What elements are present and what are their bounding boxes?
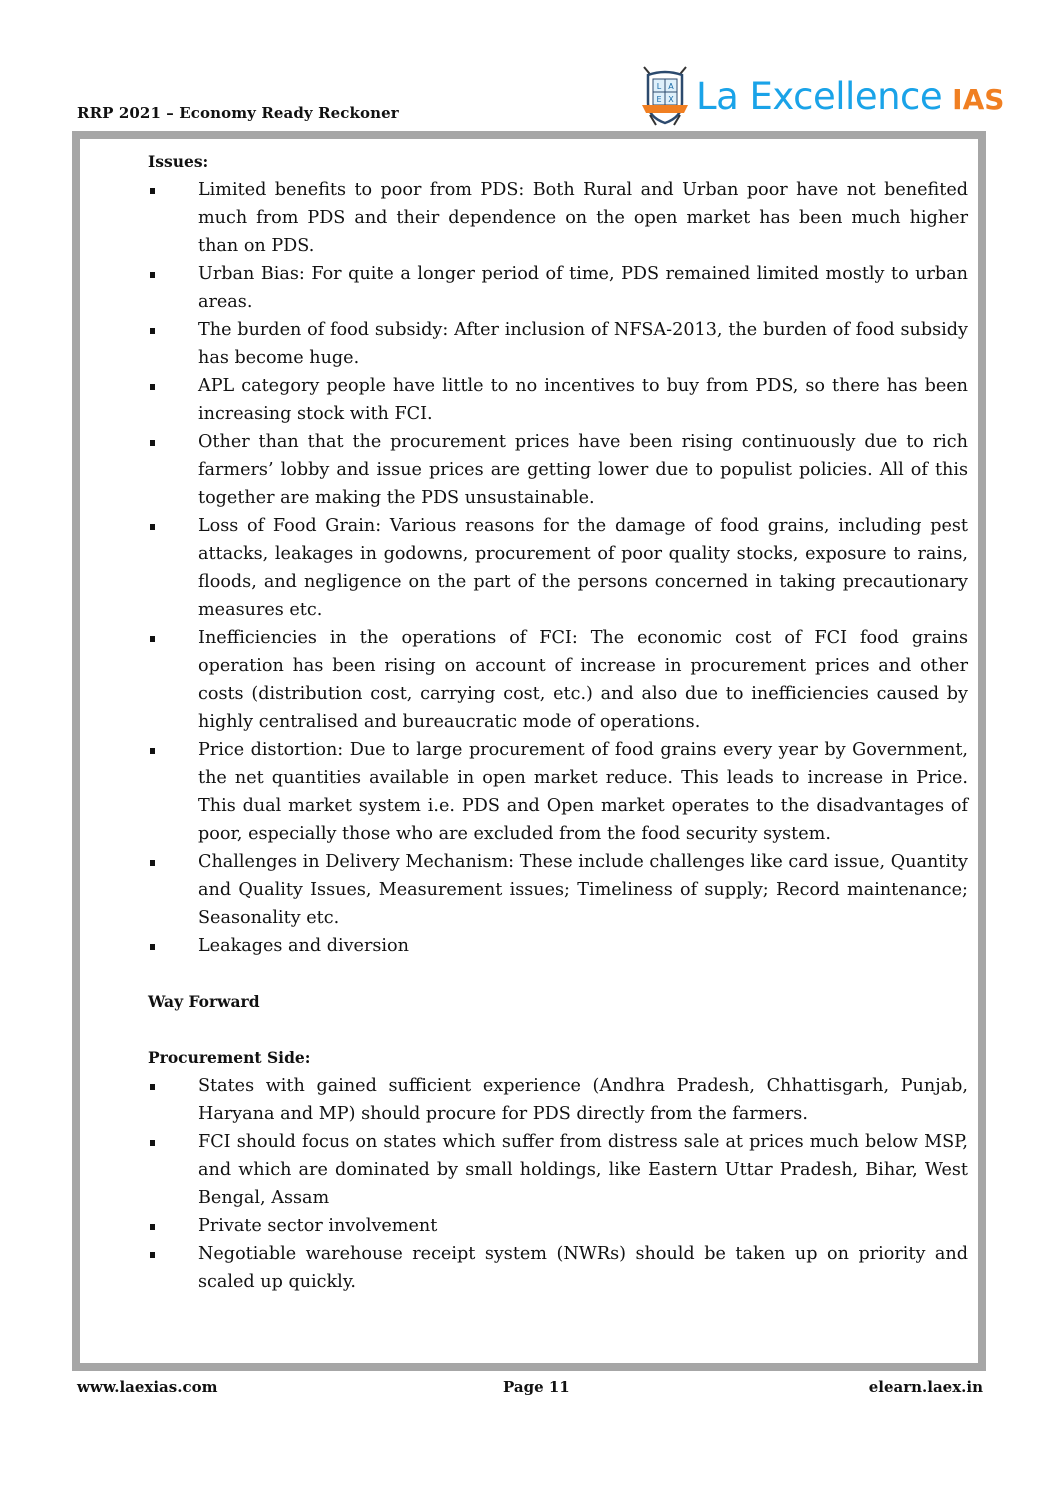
list-item-text: Inefficiencies in the operations of FCI: The economic cost of FCI food grains operation has been rising on account of increase in procurement prices and other costs (distribution cost, carrying cost, etc.) and also due to inefficiencies caused by highly centralised and bureaucratic mode of operations. bbox=[198, 628, 968, 732]
square-bullet-icon bbox=[150, 636, 155, 642]
list-item bbox=[148, 932, 968, 960]
list-item-text: Loss of Food Grain: Various reasons for the damage of food grains, including pest attacks, leakages in godowns, procurement of poor quality stocks, exposure to rains, floods, and negligence on the part of the persons concerned in taking precautionary measures etc. bbox=[198, 516, 968, 620]
square-bullet-icon bbox=[150, 860, 155, 866]
square-bullet-icon bbox=[150, 1084, 155, 1090]
emblem-letter: X bbox=[668, 95, 674, 104]
list-item-text: Challenges in Delivery Mechanism: These include challenges like card issue, Quantity and Quality Issues, Measurement issues; Timeliness of supply; Record maintenance; Seasonality etc. bbox=[198, 852, 968, 928]
issues-list bbox=[148, 176, 968, 960]
list-item bbox=[148, 260, 968, 316]
square-bullet-icon bbox=[150, 272, 155, 278]
issues-heading: Issues: bbox=[148, 152, 209, 171]
emblem-letter: L bbox=[656, 82, 662, 91]
list-item bbox=[148, 624, 968, 736]
procurement-list bbox=[148, 1072, 968, 1296]
square-bullet-icon bbox=[150, 1224, 155, 1230]
footer-elearn: elearn.laex.in bbox=[868, 1378, 983, 1396]
emblem-letter: E bbox=[656, 95, 662, 104]
square-bullet-icon bbox=[150, 748, 155, 754]
shield-emblem-icon bbox=[640, 65, 690, 127]
list-item bbox=[148, 512, 968, 624]
list-item bbox=[148, 1212, 968, 1240]
document-title: RRP 2021 – Economy Ready Reckoner bbox=[77, 104, 399, 122]
list-item-text: Negotiable warehouse receipt system (NWRs) should be taken up on priority and scaled up quickly. bbox=[198, 1244, 968, 1292]
list-item-text: States with gained sufficient experience (Andhra Pradesh, Chhattisgarh, Punjab, Haryana and MP) should procure for PDS directly from the farmers. bbox=[198, 1076, 968, 1124]
emblem-letter: A bbox=[668, 82, 674, 91]
list-item bbox=[148, 1072, 968, 1128]
square-bullet-icon bbox=[150, 1140, 155, 1146]
list-item-text: The burden of food subsidy: After inclusion of NFSA-2013, the burden of food subsidy has become huge. bbox=[198, 320, 968, 368]
square-bullet-icon bbox=[150, 328, 155, 334]
spacer bbox=[148, 1016, 968, 1044]
list-item-text: Urban Bias: For quite a longer period of time, PDS remained limited mostly to urban areas. bbox=[198, 264, 968, 312]
page-content bbox=[148, 148, 968, 1296]
list-item-text: Price distortion: Due to large procurement of food grains every year by Government, the net quantities available in open market reduce. This leads to increase in Price. This dual market system i.e. PDS and Open market operates to the disadvantages of poor, especially those who are excluded from the food security system. bbox=[198, 740, 968, 844]
list-item bbox=[148, 1240, 968, 1296]
footer-website: www.laexias.com bbox=[77, 1378, 218, 1396]
square-bullet-icon bbox=[150, 524, 155, 530]
list-item bbox=[148, 736, 968, 848]
list-item bbox=[148, 372, 968, 428]
spacer bbox=[148, 960, 968, 988]
square-bullet-icon bbox=[150, 440, 155, 446]
way-forward-heading: Way Forward bbox=[148, 992, 260, 1011]
brand-name: La Excellence bbox=[696, 74, 943, 118]
list-item-text: Leakages and diversion bbox=[198, 936, 409, 956]
list-item-text: Limited benefits to poor from PDS: Both Rural and Urban poor have not benefited much from PDS and their dependence on the open market has been much higher than on PDS. bbox=[198, 180, 968, 256]
list-item-text: Other than that the procurement prices have been rising continuously due to rich farmers’ lobby and issue prices are getting lower due to populist policies. All of this together are making the PDS unsustainable. bbox=[198, 432, 968, 508]
list-item bbox=[148, 176, 968, 260]
brand-logo bbox=[640, 66, 1004, 126]
brand-suffix: IAS bbox=[952, 82, 1005, 116]
list-item bbox=[148, 848, 968, 932]
square-bullet-icon bbox=[150, 944, 155, 950]
list-item-text: APL category people have little to no incentives to buy from PDS, so there has been increasing stock with FCI. bbox=[198, 376, 968, 424]
list-item-text: Private sector involvement bbox=[198, 1216, 438, 1236]
square-bullet-icon bbox=[150, 188, 155, 194]
list-item bbox=[148, 428, 968, 512]
list-item bbox=[148, 316, 968, 372]
square-bullet-icon bbox=[150, 384, 155, 390]
procurement-heading: Procurement Side: bbox=[148, 1048, 311, 1067]
square-bullet-icon bbox=[150, 1252, 155, 1258]
page-number: Page 11 bbox=[503, 1378, 570, 1396]
list-item bbox=[148, 1128, 968, 1212]
list-item-text: FCI should focus on states which suffer from distress sale at prices much below MSP, and which are dominated by small holdings, like Eastern Uttar Pradesh, Bihar, West Bengal, Assam bbox=[198, 1132, 968, 1208]
